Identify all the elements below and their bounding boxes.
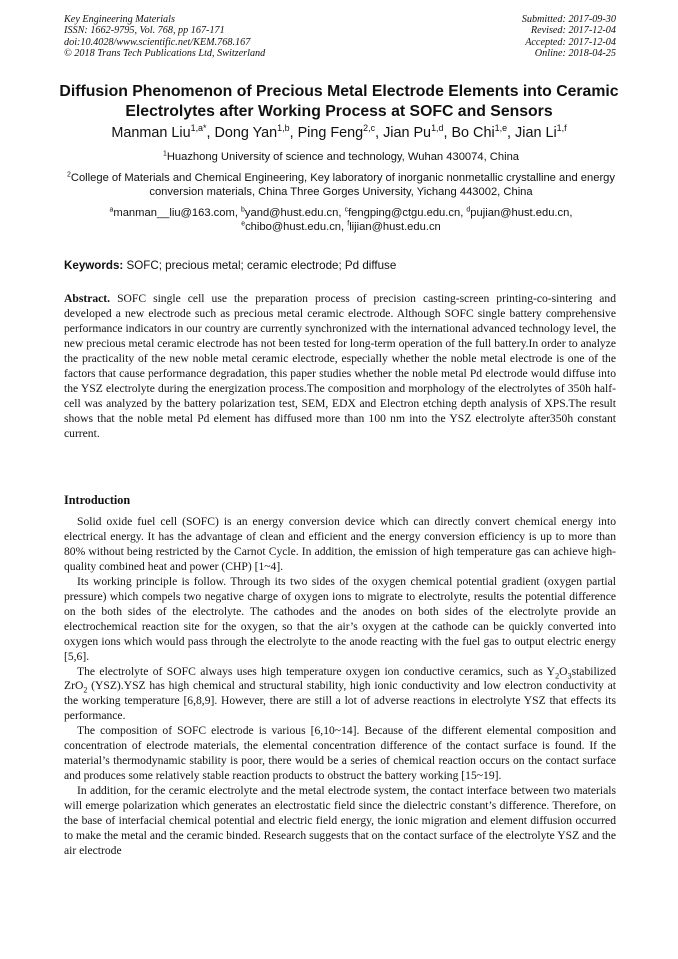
paragraph: The electrolyte of SOFC always uses high temperature oxygen ion conductive ceramics, such as $Y_2O_3stabilized$ ZrO$_2$ (YSZ).YSZ has high chemical and structural stability, high ionic conductivity and low electron conductivity at the working temperature [6,8,9]. However, there are still a lot of adverse reactions in electrolyte YSZ that effects its performance. — [64, 664, 616, 723]
doi-line: doi:10.4028/www.scientific.net/KEM.768.167 — [64, 36, 251, 48]
journal-name: Key Engineering Materials — [64, 14, 175, 25]
paragraph: The composition of SOFC electrode is various [6,10~14]. Because of the different elemental composition and concentration of electrode materials, the elemental concentration difference of the contact surface is found. If the material’s thermodynamic stability is poor, there would be a series of chemical reaction occurs on the contact surface and produces some relatively stable reaction products to obstruct the battery working [15~19]. — [64, 724, 616, 783]
introduction-body — [64, 515, 616, 859]
author: Ping Feng$^{2,c}$, — [297, 123, 384, 141]
issn-line: ISSN: 1662-9795, Vol. 768, pp 167-171 — [64, 25, 225, 37]
author-list — [30, 125, 648, 141]
email-list: $^a$manman__liu@163.com, $^b$yand@hust.edu.cn, $^c$fengping@ctgu.edu.cn, $^d$pujian@hust.edu.cn, $^e$chibo@hust.edu.cn, $^f$lijian@hust.edu.cn — [109, 206, 573, 233]
author: Manman Liu$^{1,a*}$, — [111, 123, 215, 141]
author: Dong Yan$^{1,b}$, — [214, 123, 298, 141]
paragraph: Solid oxide fuel cell (SOFC) is an energy conversion device which can directly convert chemical energy into electrical energy. It has the advantage of clean and efficient and the energy conversion efficiency is up to more than 80% without being restricted by the Carnot Cycle. In addition, the emission of high temperature gas can achieve high-quality combined heat and power (CHP) [1~4]. — [64, 515, 616, 573]
affiliation-1: $^1$Huazhong University of science and technology, Wuhan 430074, China — [162, 150, 520, 163]
email[interactable]: $^f$lijian@hust.edu.cn — [347, 219, 441, 233]
email[interactable]: $^e$chibo@hust.edu.cn — [241, 219, 342, 233]
keywords-text: SOFC; precious metal; ceramic electrode; Pd diffuse — [123, 259, 397, 272]
paper-title: Diffusion Phenomenon of Precious Metal Electrode Elements into Ceramic Electrolytes after Working Process at SOFC and Sensors — [59, 83, 619, 120]
email[interactable]: $^b$yand@hust.edu.cn — [241, 206, 339, 219]
email[interactable]: $^d$pujian@hust.edu.cn — [466, 206, 570, 219]
submitted-date: Submitted: 2017-09-30 — [521, 14, 616, 25]
publication-dates — [522, 14, 616, 60]
paragraph: Its working principle is follow. Through its two sides of the oxygen chemical potential gradient (oxygen partial pressure) which compels two negative charge of oxygen ions to migrate to electrolyte, results the potential difference on the both sides of the electrolyte. The cathodes and the anodes on both sides of the electrolyte provide an electrochemical reaction site for the oxygen, so that the air’s oxygen at the cathode can be quickly converted into oxygen ions which would pass through the electrolyte to the anode reacting with the fuel gas to output electric energy [5,6]. — [64, 574, 616, 663]
abstract — [64, 292, 616, 442]
author: Jian Pu$^{1,d}$, — [383, 123, 452, 141]
abstract-label: Abstract. — [64, 292, 111, 305]
affiliation-2: $^2$College of Materials and Chemical Engineering, Key laboratory of inorganic nonmetallic crystalline and energy conversion materials, China Three Gorges University, Yichang 443002, China — [67, 171, 615, 198]
online-date: Online: 2018-04-25 — [534, 48, 616, 60]
copyright-line: © 2018 Trans Tech Publications Ltd, Switzerland — [64, 48, 266, 60]
journal-info — [64, 14, 265, 60]
keywords — [64, 259, 396, 272]
section-heading-introduction: Introduction — [64, 493, 131, 507]
email[interactable]: $^c$fengping@ctgu.edu.cn — [344, 206, 461, 219]
revised-date: Revised: 2017-12-04 — [530, 25, 616, 37]
accepted-date: Accepted: 2017-12-04 — [525, 36, 616, 48]
abstract-text: SOFC single cell use the preparation process of precision casting-screen printing-co-sintering and developed a new electrode such as precious metal ceramic electrode. Although SOFC single battery comprehensive performance indicators in our country are currently synchronized with the international advanced technology level, the new precious metal ceramic electrode has not been tested for long-term operation of the full battery.In order to analyze the practicality of the new noble metal ceramic electrode, especially whether the noble metal electrode is one of the factors that cause performance degradation, this paper studies whether the noble metal Pd electrode would diffuse into the YSZ electrolyte during the energization process.The composition and morphology of the electrolytes of 350h half-cell was analyzed by the battery polarization test, SEM, EDX and Electron etching depth analysis of XPS.The result shows that the noble metal Pd element has diffused more than 100 nm into the YSZ electrolyte after350h constant current. — [64, 292, 616, 440]
keywords-label: Keywords: — [64, 259, 124, 272]
author: Jian Li$^{1,f}$ — [515, 123, 567, 141]
author: Bo Chi$^{1,e}$, — [451, 123, 516, 141]
email[interactable]: $^a$manman__liu@163.com — [109, 206, 235, 219]
paragraph: In addition, for the ceramic electrolyte and the metal electrode system, the contact interface between two materials will emerge polarization which generates an electrostatic field since the dielectric constant’s difference. Therefore, on the base of interfacial chemical potential and electric field energy, the ionic migration and element diffusion occurred to make the metal and the ceramic binded. Research suggests that on the contact surface of the electrolyte YSZ and the air electrode — [64, 784, 616, 857]
